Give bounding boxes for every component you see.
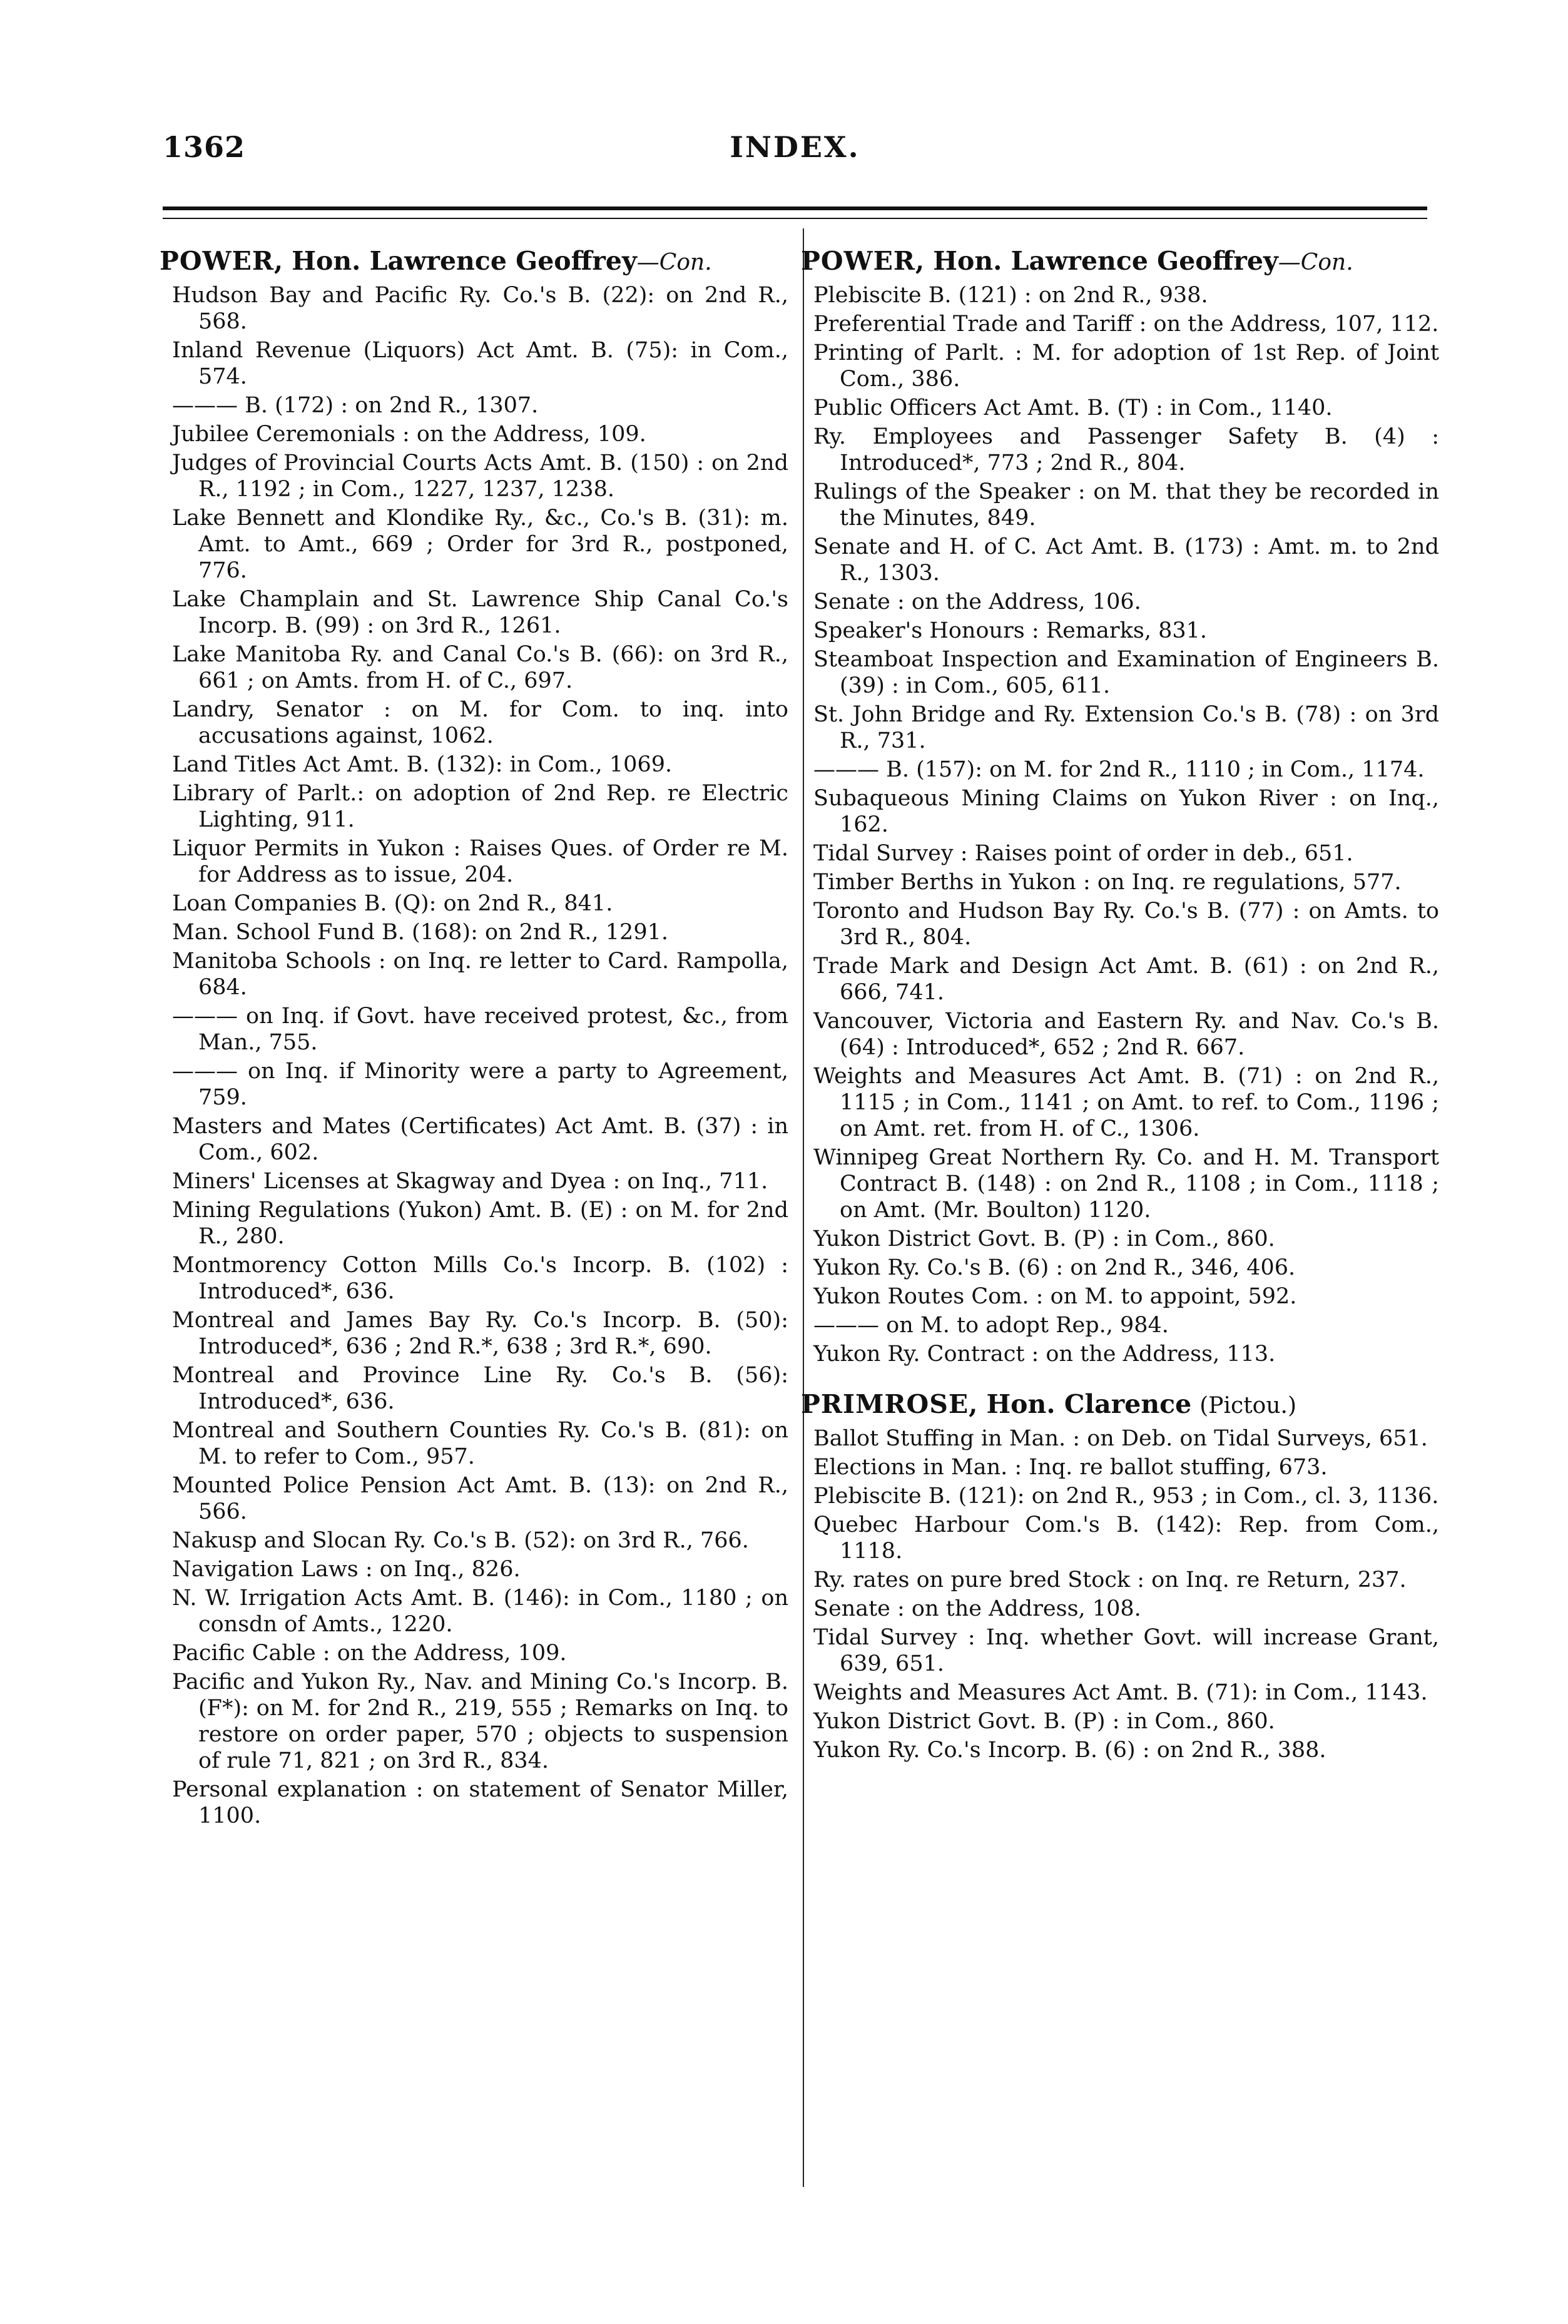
index-entry: ——— on M. to adopt Rep., 984. (813, 1313, 1169, 1338)
index-entry: St. John Bridge and Ry. Extension Co.'s B. (78) : on 3rd R., 731. (813, 702, 1439, 753)
index-entry: Vancouver, Victoria and Eastern Ry. and Nav. Co.'s B. (64) : Introduced*, 652 ; 2nd R. 667. (813, 1009, 1439, 1060)
index-entry: Yukon District Govt. B. (P) : in Com., 860. (813, 1226, 1275, 1251)
left-column (160, 245, 788, 1832)
index-entry: Tidal Survey : Inq. whether Govt. will increase Grant, 639, 651. (813, 1625, 1439, 1676)
index-entry: Ry. rates on pure bred Stock : on Inq. re Return, 237. (813, 1567, 1407, 1593)
index-entry: Senate and H. of C. Act Amt. B. (173) : Amt. m. to 2nd R., 1303. (813, 534, 1439, 586)
entry-list (813, 282, 1439, 1367)
index-entry: Weights and Measures Act Amt. B. (71): in Com., 1143. (813, 1680, 1428, 1705)
index-entry: Subaqueous Mining Claims on Yukon River : on Inq., 162. (813, 786, 1439, 837)
senator-heading (160, 245, 788, 278)
index-entry: Montreal and Southern Counties Ry. Co.'s B. (81): on M. to refer to Com., 957. (172, 1418, 788, 1469)
entry-list (172, 282, 788, 1829)
index-entry: Ry. Employees and Passenger Safety B. (4) : Introduced*, 773 ; 2nd R., 804. (813, 424, 1439, 476)
index-entry: Personal explanation : on statement of Senator Miller, 1100. (172, 1777, 788, 1828)
index-entry: N. W. Irrigation Acts Amt. B. (146): in Com., 1180 ; on consdn of Amts., 1220. (172, 1586, 788, 1637)
entry-list (813, 1425, 1439, 1763)
index-entry: Senate : on the Address, 108. (813, 1596, 1141, 1621)
index-entry: Plebiscite B. (121) : on 2nd R., 938. (813, 283, 1208, 308)
index-entry: Yukon Ry. Co.'s B. (6) : on 2nd R., 346, 406. (813, 1255, 1296, 1280)
index-entry: ——— on Inq. if Minority were a party to Agreement, 759. (172, 1059, 788, 1110)
index-entry: Pacific and Yukon Ry., Nav. and Mining Co.'s Incorp. B. (F*): on M. for 2nd R., 219, 555 ; Remarks on Inq. to restore on order paper, 570 ; objects to suspension of rule 71, 821 ; on 3rd R., 834. (172, 1669, 788, 1773)
index-entry: Landry, Senator : on M. for Com. to inq. into accusations against, 1062. (172, 697, 788, 748)
index-entry: Library of Parlt.: on adoption of 2nd Rep. re Electric Lighting, 911. (172, 781, 788, 832)
index-entry: Montmorency Cotton Mills Co.'s Incorp. B. (102) : Introduced*, 636. (172, 1253, 788, 1304)
index-entry: Yukon District Govt. B. (P) : in Com., 860. (813, 1709, 1275, 1734)
index-entry: Plebiscite B. (121): on 2nd R., 953 ; in Com., cl. 3, 1136. (813, 1484, 1439, 1509)
index-entry: ——— on Inq. if Govt. have received protest, &c., from Man., 755. (172, 1004, 788, 1055)
index-entry: Jubilee Ceremonials : on the Address, 109. (172, 422, 646, 447)
header-rule-thick (163, 206, 1427, 210)
index-entry: Pacific Cable : on the Address, 109. (172, 1641, 567, 1666)
index-entry: Yukon Ry. Co.'s Incorp. B. (6) : on 2nd R., 388. (813, 1738, 1326, 1763)
senator-given-name: Hon. Lawrence Geoffrey (292, 246, 637, 276)
index-entry: Steamboat Inspection and Examination of Engineers B. (39) : in Com., 605, 611. (813, 647, 1439, 698)
index-entry: Hudson Bay and Pacific Ry. Co.'s B. (22): on 2nd R., 568. (172, 283, 788, 334)
index-entry: Montreal and James Bay Ry. Co.'s Incorp. B. (50): Introduced*, 636 ; 2nd R.*, 638 ; 3rd R.*, 690. (172, 1308, 788, 1359)
index-entry: Toronto and Hudson Bay Ry. Co.'s B. (77) : on Amts. to 3rd R., 804. (813, 899, 1439, 950)
senator-heading (801, 245, 1439, 278)
index-entry: Man. School Fund B. (168): on 2nd R., 1291. (172, 920, 668, 945)
index-entry: Mining Regulations (Yukon) Amt. B. (E) : on M. for 2nd R., 280. (172, 1198, 788, 1249)
index-entry: Timber Berths in Yukon : on Inq. re regulations, 577. (813, 870, 1402, 895)
index-entry: Elections in Man. : Inq. re ballot stuffing, 673. (813, 1455, 1328, 1480)
senator-riding: (Pictou.) (1199, 1393, 1297, 1419)
index-entry: Loan Companies B. (Q): on 2nd R., 841. (172, 891, 613, 916)
index-entry: Tidal Survey : Raises point of order in deb., 651. (813, 841, 1353, 866)
index-entry: Quebec Harbour Com.'s B. (142): Rep. from Com., 1118. (813, 1512, 1439, 1564)
index-entry: Lake Bennett and Klondike Ry., &c., Co.'s B. (31): m. Amt. to Amt., 669 ; Order for 3rd R., postponed, 776. (172, 506, 788, 583)
index-entry: Public Officers Act Amt. B. (T) : in Com., 1140. (813, 395, 1333, 420)
index-entry: Lake Champlain and St. Lawrence Ship Canal Co.'s Incorp. B. (99) : on 3rd R., 1261. (172, 587, 788, 638)
senator-given-name: Hon. Clarence (986, 1389, 1192, 1419)
index-entry: Miners' Licenses at Skagway and Dyea : on Inq., 711. (172, 1169, 768, 1194)
senator-surname: POWER, (160, 246, 284, 276)
senator-heading (801, 1389, 1439, 1422)
index-entry: Preferential Trade and Tariff : on the Address, 107, 112. (813, 312, 1439, 337)
column-divider (803, 228, 804, 2187)
index-entry: Nakusp and Slocan Ry. Co.'s B. (52): on 3rd R., 766. (172, 1528, 749, 1553)
index-entry: Manitoba Schools : on Inq. re letter to Card. Rampolla, 684. (172, 949, 788, 1000)
index-entry: Yukon Routes Com. : on M. to appoint, 592. (813, 1284, 1297, 1309)
index-entry: Senate : on the Address, 106. (813, 589, 1141, 614)
senator-given-name: Hon. Lawrence Geoffrey (933, 246, 1278, 276)
index-entry: Ballot Stuffing in Man. : on Deb. on Tidal Surveys, 651. (813, 1426, 1428, 1451)
index-entry: Liquor Permits in Yukon : Raises Ques. of Order re M. for Address as to issue, 204. (172, 836, 788, 887)
senator-surname: PRIMROSE, (801, 1389, 979, 1419)
page-title: INDEX. (730, 130, 860, 164)
page-number: 1362 (163, 130, 246, 164)
index-entry: Trade Mark and Design Act Amt. B. (61) : on 2nd R., 666, 741. (813, 954, 1439, 1005)
right-column (801, 245, 1439, 1766)
index-entry: Printing of Parlt. : M. for adoption of 1st Rep. of Joint Com., 386. (813, 340, 1439, 392)
senator-surname: POWER, (801, 246, 925, 276)
index-entry: Yukon Ry. Contract : on the Address, 113. (813, 1342, 1276, 1367)
index-entry: Rulings of the Speaker : on M. that they be recorded in the Minutes, 849. (813, 479, 1439, 531)
index-entry: Judges of Provincial Courts Acts Amt. B. (150) : on 2nd R., 1192 ; in Com., 1227, 1237, 1238. (172, 451, 788, 502)
continued-marker: —Con. (636, 250, 712, 275)
index-entry: Mounted Police Pension Act Amt. B. (13): on 2nd R., 566. (172, 1473, 788, 1524)
index-entry: Weights and Measures Act Amt. B. (71) : on 2nd R., 1115 ; in Com., 1141 ; on Amt. to ref. to Com., 1196 ; on Amt. ret. from H. of C., 1306. (813, 1064, 1439, 1141)
index-entry: ——— B. (157): on M. for 2nd R., 1110 ; in Com., 1174. (813, 757, 1425, 782)
index-entry: Inland Revenue (Liquors) Act Amt. B. (75): in Com., 574. (172, 338, 788, 389)
header-rule-thin (163, 218, 1427, 219)
continued-marker: —Con. (1278, 250, 1353, 275)
index-entry: Masters and Mates (Certificates) Act Amt. B. (37) : in Com., 602. (172, 1114, 788, 1165)
index-entry: Navigation Laws : on Inq., 826. (172, 1557, 521, 1582)
index-entry: Land Titles Act Amt. B. (132): in Com., 1069. (172, 752, 673, 777)
running-head (163, 130, 1427, 174)
index-entry: Speaker's Honours : Remarks, 831. (813, 618, 1208, 643)
index-entry: Winnipeg Great Northern Ry. Co. and H. M. Transport Contract B. (148) : on 2nd R., 1108 ; in Com., 1118 ; on Amt. (Mr. Boulton) 1120. (813, 1145, 1439, 1223)
index-entry: ——— B. (172) : on 2nd R., 1307. (172, 393, 539, 418)
index-entry: Montreal and Province Line Ry. Co.'s B. (56): Introduced*, 636. (172, 1363, 788, 1414)
index-entry: Lake Manitoba Ry. and Canal Co.'s B. (66): on 3rd R., 661 ; on Amts. from H. of C., 697. (172, 642, 788, 693)
